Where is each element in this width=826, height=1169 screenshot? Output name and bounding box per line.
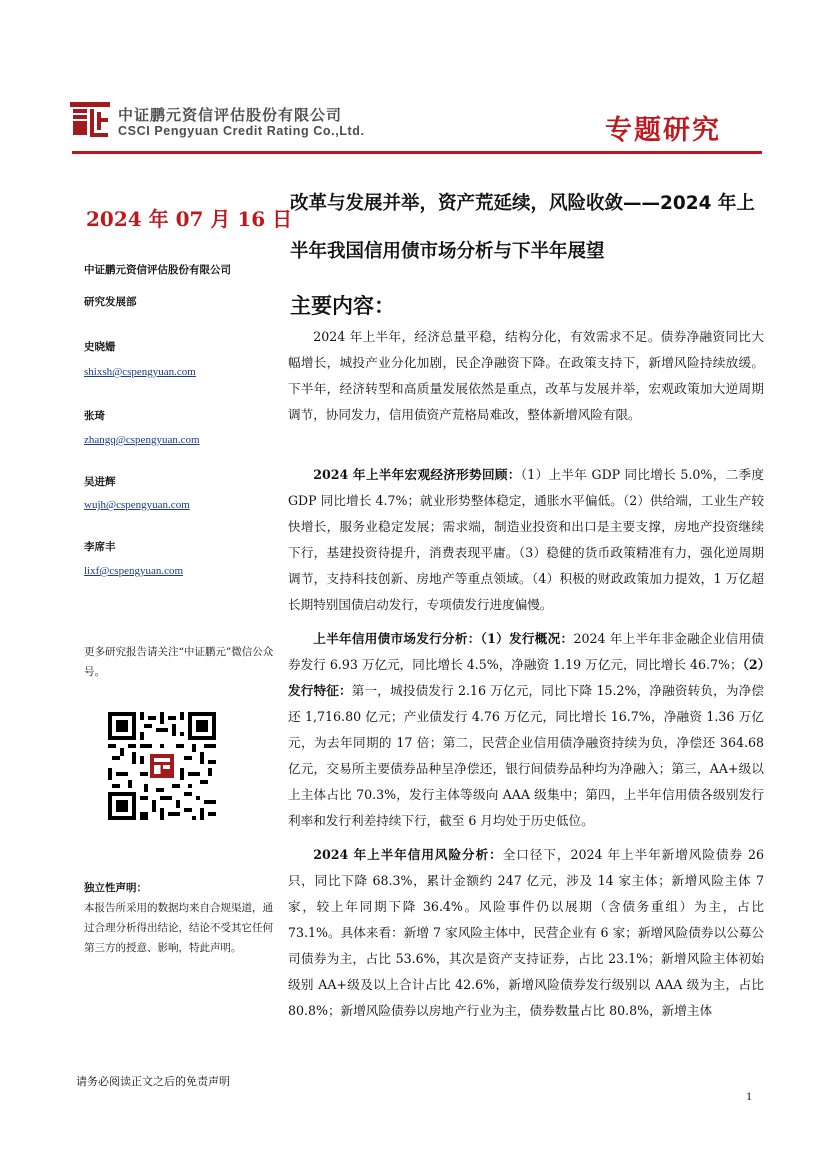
author-email-link[interactable]: zhangq@cspengyuan.com	[84, 434, 200, 446]
author-name: 张琦	[84, 410, 105, 422]
paragraph-lead: （2）发行特征：	[288, 657, 764, 698]
paragraph-overview: 2024 年上半年，经济总量平稳，结构分化，有效需求不足。债券净融资同比大幅增长，城投产业分化加剧，民企净融资下降。在政策支持下，新增风险持续放缓。下半年，经济转型和高质量发展依然是重点，改革与发展并举，宏观政策加大逆周期调节，协同发力，信用债资产荒格局难改，整体新增风险有限。	[288, 329, 764, 422]
page-number: 1	[746, 1089, 752, 1103]
independence-statement: 本报告所采用的数据均来自合规渠道，通过合理分析得出结论，结论不受其它任何第三方的授意、影响，特此声明。	[84, 902, 273, 954]
paragraph-lead: 上半年信用债市场发行分析：（1）发行概况：	[313, 631, 574, 646]
report-type-label: 专题研究	[605, 115, 721, 146]
section-title: 主要内容：	[290, 294, 395, 318]
follow-note: 更多研究报告请关注“中证鹏元”微信公众号。	[84, 646, 274, 678]
wechat-qr-code	[108, 712, 216, 820]
paragraph-lead: 2024 年上半年信用风险分析：	[313, 847, 503, 862]
author-name: 李席丰	[84, 541, 116, 553]
report-title: 改革与发展并举，资产荒延续，风险收敛——2024 年上半年我国信用债市场分析与下半年展望	[290, 193, 755, 262]
summary-paragraph	[288, 842, 764, 1024]
summary-paragraph	[288, 626, 764, 834]
summary-paragraph	[288, 324, 764, 428]
author-name: 史晓姗	[84, 341, 116, 353]
author-email-link[interactable]: lixf@cspengyuan.com	[84, 565, 184, 577]
summary-paragraph	[288, 462, 764, 618]
company-name-cn: 中证鹏元资信评估股份有限公司	[118, 106, 343, 124]
org-name: 中证鹏元资信评估股份有限公司	[84, 264, 231, 276]
independence-title: 独立性声明：	[84, 882, 147, 894]
company-name-en: CSCI Pengyuan Credit Rating Co.,Ltd.	[118, 124, 365, 138]
footer-disclaimer: 请务必阅读正文之后的免责声明	[76, 1075, 230, 1088]
company-logo-icon	[70, 100, 110, 140]
header-divider	[72, 151, 762, 154]
paragraph-risk: 2024 年上半年信用风险分析：全口径下，2024 年上半年新增风险债券 26 只，同比下降 68.3%，累计金额约 247 亿元，涉及 14 家主体；新增风险主体 7 家，较上年同期下降 36.4%。风险事件仍以展期（含债务重组）为主，占比 73.1%。具体来看：新增 7 家风险主体中，民营企业有 6 家；新增风险债券以公募公司债券为主，占比 53.6%，其次是资产支持证券，占比 23.1%；新增风险主体初始级别 AA+级及以上合计占比 42.6%，新增风险债券发行级别以 AAA 级为主，占比 80.8%；新增风险债券以房地产行业为主，债券数量占比 80.8%，新增主体	[288, 847, 764, 1018]
author-name: 吴进辉	[84, 476, 116, 488]
author-email-link[interactable]: shixsh@cspengyuan.com	[84, 366, 196, 378]
author-email-link[interactable]: wujh@cspengyuan.com	[84, 499, 190, 511]
paragraph-lead: 2024 年上半年宏观经济形势回顾：	[313, 467, 521, 482]
paragraph-issuance: 上半年信用债市场发行分析：（1）发行概况：2024 年上半年非金融企业信用债券发行 6.93 万亿元，同比增长 4.5%，净融资 1.19 万亿元，同比增长 46.7%；（2）发行特征：第一，城投债发行 2.16 万亿元，同比下降 15.2%，净融资转负，为净偿还 1,716.80 亿元；产业债发行 4.76 万亿元，同比增长 16.7%，净融资 1.36 万亿元，为去年同期的 17 倍；第二，民营企业信用债净融资持续为负，净偿还 364.68 亿元，交易所主要债券品种呈净偿还，银行间债券品种均为净融入；第三，AA+级以上主体占比 70.3%，发行主体等级向 AAA 级集中；第四，上半年信用债各级别发行利率和发行利差持续下行，截至 6 月均处于历史低位。	[288, 631, 765, 828]
department: 研究发展部	[84, 296, 137, 308]
paragraph-macro: 2024 年上半年宏观经济形势回顾：（1）上半年 GDP 同比增长 5.0%，二季度 GDP 同比增长 4.7%；就业形势整体稳定，通胀水平偏低。（2）供给端，工业生产较快增长，服务业稳定发展；需求端，制造业投资和出口是主要支撑，房地产投资继续下行，基建投资待提升，消费表现平庸。（3）稳健的货币政策精准有力，强化逆周期调节，支持科技创新、房地产等重点领域。（4）积极的财政政策加力提效，1 万亿超长期特别国债启动发行，专项债发行进度偏慢。	[288, 467, 764, 612]
report-date: 2024 年 07 月 16 日	[86, 207, 293, 231]
